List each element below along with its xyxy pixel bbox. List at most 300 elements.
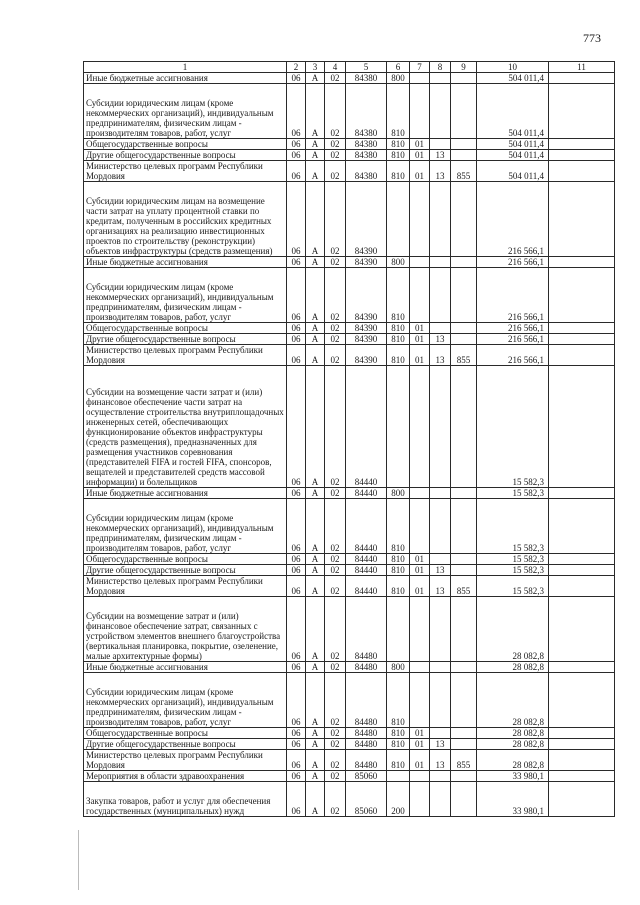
code-cell: 810 [387, 750, 410, 771]
code-cell: 06 [287, 750, 306, 771]
code-cell [410, 782, 430, 817]
code-cell: 06 [287, 488, 306, 499]
code-cell: 06 [287, 366, 306, 488]
code-cell [549, 771, 615, 782]
code-cell [451, 739, 477, 750]
item-name-cell: Министерство целевых программ Республики Мордовия [84, 161, 287, 182]
code-cell [549, 782, 615, 817]
code-cell [410, 182, 430, 257]
code-cell: 810 [387, 565, 410, 576]
table-row [84, 268, 615, 323]
code-cell: 02 [325, 673, 346, 728]
code-cell: 01 [410, 576, 430, 597]
code-cell: 02 [325, 488, 346, 499]
code-cell: 800 [387, 73, 410, 84]
code-cell: 84480 [346, 597, 387, 662]
code-cell [549, 84, 615, 139]
amount-cell: 28 082,8 [477, 597, 549, 662]
code-cell: А [306, 499, 325, 554]
code-cell [549, 597, 615, 662]
code-cell [451, 366, 477, 488]
code-cell [387, 597, 410, 662]
code-cell: 01 [410, 750, 430, 771]
code-cell [451, 257, 477, 268]
code-cell [430, 73, 451, 84]
code-cell [430, 139, 451, 150]
code-cell: 855 [451, 576, 477, 597]
table-row [84, 182, 615, 257]
code-cell: 855 [451, 345, 477, 366]
code-cell: 06 [287, 84, 306, 139]
amount-cell: 28 082,8 [477, 739, 549, 750]
code-cell [410, 499, 430, 554]
code-cell [430, 771, 451, 782]
code-cell [549, 182, 615, 257]
amount-cell: 216 566,1 [477, 323, 549, 334]
code-cell [451, 73, 477, 84]
code-cell: А [306, 345, 325, 366]
code-cell: 13 [430, 739, 451, 750]
code-cell [549, 150, 615, 161]
code-cell: А [306, 782, 325, 817]
code-cell [410, 771, 430, 782]
code-cell: 06 [287, 597, 306, 662]
code-cell [549, 139, 615, 150]
code-cell [549, 565, 615, 576]
code-cell [451, 771, 477, 782]
item-name-cell: Иные бюджетные ассигнования [84, 488, 287, 499]
item-name-cell: Министерство целевых программ Республики Мордовия [84, 576, 287, 597]
code-cell: 810 [387, 728, 410, 739]
code-cell: 02 [325, 728, 346, 739]
code-cell [430, 182, 451, 257]
amount-cell: 216 566,1 [477, 182, 549, 257]
code-cell: 13 [430, 576, 451, 597]
code-cell: А [306, 150, 325, 161]
code-cell: 84440 [346, 366, 387, 488]
code-cell: 800 [387, 257, 410, 268]
code-cell: 84390 [346, 345, 387, 366]
amount-cell: 28 082,8 [477, 750, 549, 771]
code-cell: А [306, 597, 325, 662]
code-cell: 06 [287, 782, 306, 817]
code-cell: 01 [410, 565, 430, 576]
code-cell [451, 499, 477, 554]
code-cell: 02 [325, 750, 346, 771]
code-cell: 84380 [346, 161, 387, 182]
table-row [84, 366, 615, 488]
code-cell [410, 488, 430, 499]
code-cell: 01 [410, 345, 430, 366]
code-cell: 02 [325, 323, 346, 334]
code-cell [410, 673, 430, 728]
code-cell [549, 554, 615, 565]
code-cell: 02 [325, 771, 346, 782]
code-cell: А [306, 161, 325, 182]
item-name-cell: Иные бюджетные ассигнования [84, 257, 287, 268]
amount-cell: 33 980,1 [477, 771, 549, 782]
item-name-cell: Другие общегосударственные вопросы [84, 739, 287, 750]
code-cell [410, 73, 430, 84]
code-cell [549, 268, 615, 323]
amount-cell: 15 582,3 [477, 554, 549, 565]
code-cell [430, 268, 451, 323]
code-cell: 84390 [346, 334, 387, 345]
code-cell: 02 [325, 268, 346, 323]
code-cell: 810 [387, 673, 410, 728]
code-cell [549, 161, 615, 182]
code-cell [410, 597, 430, 662]
code-cell [430, 597, 451, 662]
code-cell [410, 662, 430, 673]
code-cell: 810 [387, 139, 410, 150]
code-cell: 02 [325, 161, 346, 182]
code-cell [549, 488, 615, 499]
code-cell: 06 [287, 323, 306, 334]
column-header: 9 [451, 62, 477, 73]
code-cell: 84390 [346, 257, 387, 268]
code-cell: А [306, 554, 325, 565]
amount-cell: 216 566,1 [477, 268, 549, 323]
code-cell [430, 488, 451, 499]
code-cell [430, 728, 451, 739]
code-cell: А [306, 182, 325, 257]
item-name-cell: Другие общегосударственные вопросы [84, 565, 287, 576]
code-cell [430, 366, 451, 488]
table-row [84, 739, 615, 750]
code-cell: 06 [287, 739, 306, 750]
code-cell: 810 [387, 334, 410, 345]
budget-table [83, 61, 615, 817]
table-row [84, 673, 615, 728]
code-cell: 200 [387, 782, 410, 817]
code-cell [410, 257, 430, 268]
code-cell: 06 [287, 268, 306, 323]
code-cell: 84440 [346, 554, 387, 565]
code-cell [451, 323, 477, 334]
table-row [84, 73, 615, 84]
code-cell: 84390 [346, 268, 387, 323]
code-cell [549, 73, 615, 84]
code-cell: 810 [387, 84, 410, 139]
table-row [84, 499, 615, 554]
code-cell [451, 554, 477, 565]
item-name-cell: Общегосударственные вопросы [84, 554, 287, 565]
code-cell: 02 [325, 73, 346, 84]
code-cell [451, 782, 477, 817]
code-cell: 84480 [346, 739, 387, 750]
code-cell: 02 [325, 597, 346, 662]
column-header: 11 [549, 62, 615, 73]
code-cell: 06 [287, 182, 306, 257]
code-cell: 13 [430, 334, 451, 345]
item-name-cell: Другие общегосударственные вопросы [84, 334, 287, 345]
code-cell: А [306, 139, 325, 150]
code-cell: А [306, 366, 325, 488]
code-cell: 02 [325, 554, 346, 565]
table-row [84, 257, 615, 268]
code-cell: А [306, 576, 325, 597]
code-cell: 13 [430, 161, 451, 182]
item-name-cell: Субсидии на возмещение части затрат и (или) финансовое обеспечение части затрат на осуществление строительства внутриплощадочных инженерных сетей, обеспечивающих функционирование объектов инфраструктуры (средств размещения), предназначенных для размещения участников соревнования (представителей FIFA и гостей FIFA, спонсоров, вещателей и представителей средств массовой информации) и болельщиков [84, 366, 287, 488]
code-cell [451, 268, 477, 323]
code-cell [430, 499, 451, 554]
amount-cell: 504 011,4 [477, 150, 549, 161]
code-cell: 800 [387, 662, 410, 673]
table-row [84, 334, 615, 345]
code-cell [549, 673, 615, 728]
code-cell [387, 366, 410, 488]
code-cell: 810 [387, 554, 410, 565]
table-row [84, 345, 615, 366]
amount-cell: 216 566,1 [477, 257, 549, 268]
code-cell [549, 739, 615, 750]
code-cell: А [306, 268, 325, 323]
code-cell [549, 345, 615, 366]
code-cell [549, 662, 615, 673]
code-cell: 01 [410, 739, 430, 750]
table-row [84, 782, 615, 817]
column-header: 4 [325, 62, 346, 73]
code-cell: А [306, 728, 325, 739]
item-name-cell: Субсидии юридическим лицам (кроме некоммерческих организаций), индивидуальным предпринимателям, физическим лицам - производителям товаров, работ, услуг [84, 499, 287, 554]
code-cell [451, 334, 477, 345]
code-cell: 01 [410, 150, 430, 161]
table-row [84, 576, 615, 597]
code-cell: 84440 [346, 488, 387, 499]
code-cell [410, 268, 430, 323]
item-name-cell: Мероприятия в области здравоохранения [84, 771, 287, 782]
code-cell: 06 [287, 662, 306, 673]
code-cell: А [306, 673, 325, 728]
code-cell [451, 84, 477, 139]
code-cell [451, 150, 477, 161]
code-cell: А [306, 488, 325, 499]
code-cell: 84480 [346, 673, 387, 728]
code-cell: 06 [287, 576, 306, 597]
code-cell: 01 [410, 728, 430, 739]
item-name-cell: Субсидии юридическим лицам на возмещение части затрат на уплату процентной ставки по кредитам, полученным в российских кредитных организациях на реализацию инвестиционных проектов по строительству (реконструкции) объектов инфраструктуры (средств размещения) [84, 182, 287, 257]
amount-cell: 216 566,1 [477, 345, 549, 366]
code-cell: А [306, 334, 325, 345]
code-cell: 02 [325, 662, 346, 673]
code-cell: 06 [287, 565, 306, 576]
column-header: 8 [430, 62, 451, 73]
code-cell [451, 488, 477, 499]
code-cell: 02 [325, 366, 346, 488]
table-row [84, 750, 615, 771]
code-cell: А [306, 771, 325, 782]
table-row [84, 488, 615, 499]
column-header: 10 [477, 62, 549, 73]
code-cell [430, 84, 451, 139]
table-row [84, 84, 615, 139]
code-cell: 02 [325, 345, 346, 366]
code-cell: 06 [287, 771, 306, 782]
code-cell: 84440 [346, 499, 387, 554]
code-cell: 02 [325, 334, 346, 345]
code-cell: 02 [325, 576, 346, 597]
table-row [84, 771, 615, 782]
column-header: 6 [387, 62, 410, 73]
code-cell: 01 [410, 161, 430, 182]
code-cell: 06 [287, 554, 306, 565]
amount-cell: 28 082,8 [477, 728, 549, 739]
code-cell: 02 [325, 84, 346, 139]
item-name-cell: Закупка товаров, работ и услуг для обеспечения государственных (муниципальных) нужд [84, 782, 287, 817]
code-cell [451, 662, 477, 673]
column-header: 7 [410, 62, 430, 73]
amount-cell: 15 582,3 [477, 488, 549, 499]
code-cell: 13 [430, 345, 451, 366]
code-cell: 855 [451, 750, 477, 771]
code-cell [410, 84, 430, 139]
code-cell: 02 [325, 139, 346, 150]
amount-cell: 504 011,4 [477, 73, 549, 84]
code-cell [451, 139, 477, 150]
code-cell [549, 257, 615, 268]
code-cell: 810 [387, 268, 410, 323]
code-cell: А [306, 662, 325, 673]
code-cell [549, 499, 615, 554]
code-cell [451, 565, 477, 576]
code-cell [451, 673, 477, 728]
code-cell: 84480 [346, 750, 387, 771]
column-header: 1 [84, 62, 287, 73]
item-name-cell: Другие общегосударственные вопросы [84, 150, 287, 161]
code-cell: 84380 [346, 150, 387, 161]
code-cell: 84480 [346, 728, 387, 739]
table-row [84, 597, 615, 662]
code-cell: 84440 [346, 565, 387, 576]
item-name-cell: Субсидии юридическим лицам (кроме некоммерческих организаций), индивидуальным предпринимателям, физическим лицам - производителям товаров, работ, услуг [84, 268, 287, 323]
code-cell: 85060 [346, 771, 387, 782]
code-cell: 02 [325, 782, 346, 817]
code-cell: 01 [410, 139, 430, 150]
item-name-cell: Иные бюджетные ассигнования [84, 73, 287, 84]
code-cell: 810 [387, 323, 410, 334]
code-cell: 84390 [346, 323, 387, 334]
code-cell: А [306, 565, 325, 576]
code-cell [430, 782, 451, 817]
amount-cell: 15 582,3 [477, 499, 549, 554]
code-cell [430, 673, 451, 728]
code-cell: 02 [325, 150, 346, 161]
table-row [84, 728, 615, 739]
table-row [84, 565, 615, 576]
code-cell: 84440 [346, 576, 387, 597]
code-cell: 810 [387, 150, 410, 161]
code-cell: 06 [287, 728, 306, 739]
amount-cell: 504 011,4 [477, 139, 549, 150]
amount-cell: 15 582,3 [477, 565, 549, 576]
code-cell [387, 182, 410, 257]
code-cell: 855 [451, 161, 477, 182]
code-cell [549, 576, 615, 597]
table-row [84, 554, 615, 565]
code-cell [549, 366, 615, 488]
amount-cell: 504 011,4 [477, 84, 549, 139]
code-cell: 84380 [346, 139, 387, 150]
table-body [84, 73, 615, 817]
code-cell [430, 323, 451, 334]
code-cell: 01 [410, 334, 430, 345]
code-cell: 84380 [346, 73, 387, 84]
code-cell: 02 [325, 257, 346, 268]
code-cell: 06 [287, 73, 306, 84]
code-cell: 02 [325, 565, 346, 576]
column-header: 3 [306, 62, 325, 73]
code-cell [451, 597, 477, 662]
scan-artifact [78, 830, 79, 890]
table-row [84, 323, 615, 334]
code-cell: 800 [387, 488, 410, 499]
code-cell [451, 182, 477, 257]
code-cell: 13 [430, 150, 451, 161]
code-cell: А [306, 73, 325, 84]
code-cell: 02 [325, 499, 346, 554]
code-cell: 810 [387, 499, 410, 554]
code-cell: 810 [387, 161, 410, 182]
code-cell [549, 750, 615, 771]
table-row [84, 150, 615, 161]
code-cell: 06 [287, 334, 306, 345]
code-cell [549, 334, 615, 345]
code-cell: 84480 [346, 662, 387, 673]
item-name-cell: Иные бюджетные ассигнования [84, 662, 287, 673]
code-cell: 84380 [346, 84, 387, 139]
code-cell: 84390 [346, 182, 387, 257]
code-cell: А [306, 750, 325, 771]
item-name-cell: Министерство целевых программ Республики Мордовия [84, 345, 287, 366]
table-row [84, 139, 615, 150]
code-cell [451, 728, 477, 739]
column-header: 2 [287, 62, 306, 73]
page-number: 773 [583, 31, 601, 45]
amount-cell: 33 980,1 [477, 782, 549, 817]
code-cell: 02 [325, 182, 346, 257]
code-cell: 06 [287, 499, 306, 554]
code-cell: 02 [325, 739, 346, 750]
code-cell [549, 323, 615, 334]
table-row [84, 662, 615, 673]
amount-cell: 15 582,3 [477, 366, 549, 488]
amount-cell: 216 566,1 [477, 334, 549, 345]
code-cell: 06 [287, 139, 306, 150]
item-name-cell: Общегосударственные вопросы [84, 728, 287, 739]
code-cell: 06 [287, 345, 306, 366]
code-cell: 01 [410, 554, 430, 565]
code-cell: А [306, 257, 325, 268]
code-cell: 06 [287, 161, 306, 182]
code-cell [430, 257, 451, 268]
code-cell [387, 771, 410, 782]
item-name-cell: Общегосударственные вопросы [84, 323, 287, 334]
table-row [84, 161, 615, 182]
code-cell [549, 728, 615, 739]
header-row [84, 62, 615, 73]
code-cell: 810 [387, 345, 410, 366]
code-cell: А [306, 739, 325, 750]
column-header: 5 [346, 62, 387, 73]
amount-cell: 15 582,3 [477, 576, 549, 597]
amount-cell: 504 011,4 [477, 161, 549, 182]
code-cell: 13 [430, 565, 451, 576]
code-cell: 06 [287, 257, 306, 268]
code-cell: 06 [287, 150, 306, 161]
amount-cell: 28 082,8 [477, 662, 549, 673]
code-cell: А [306, 84, 325, 139]
